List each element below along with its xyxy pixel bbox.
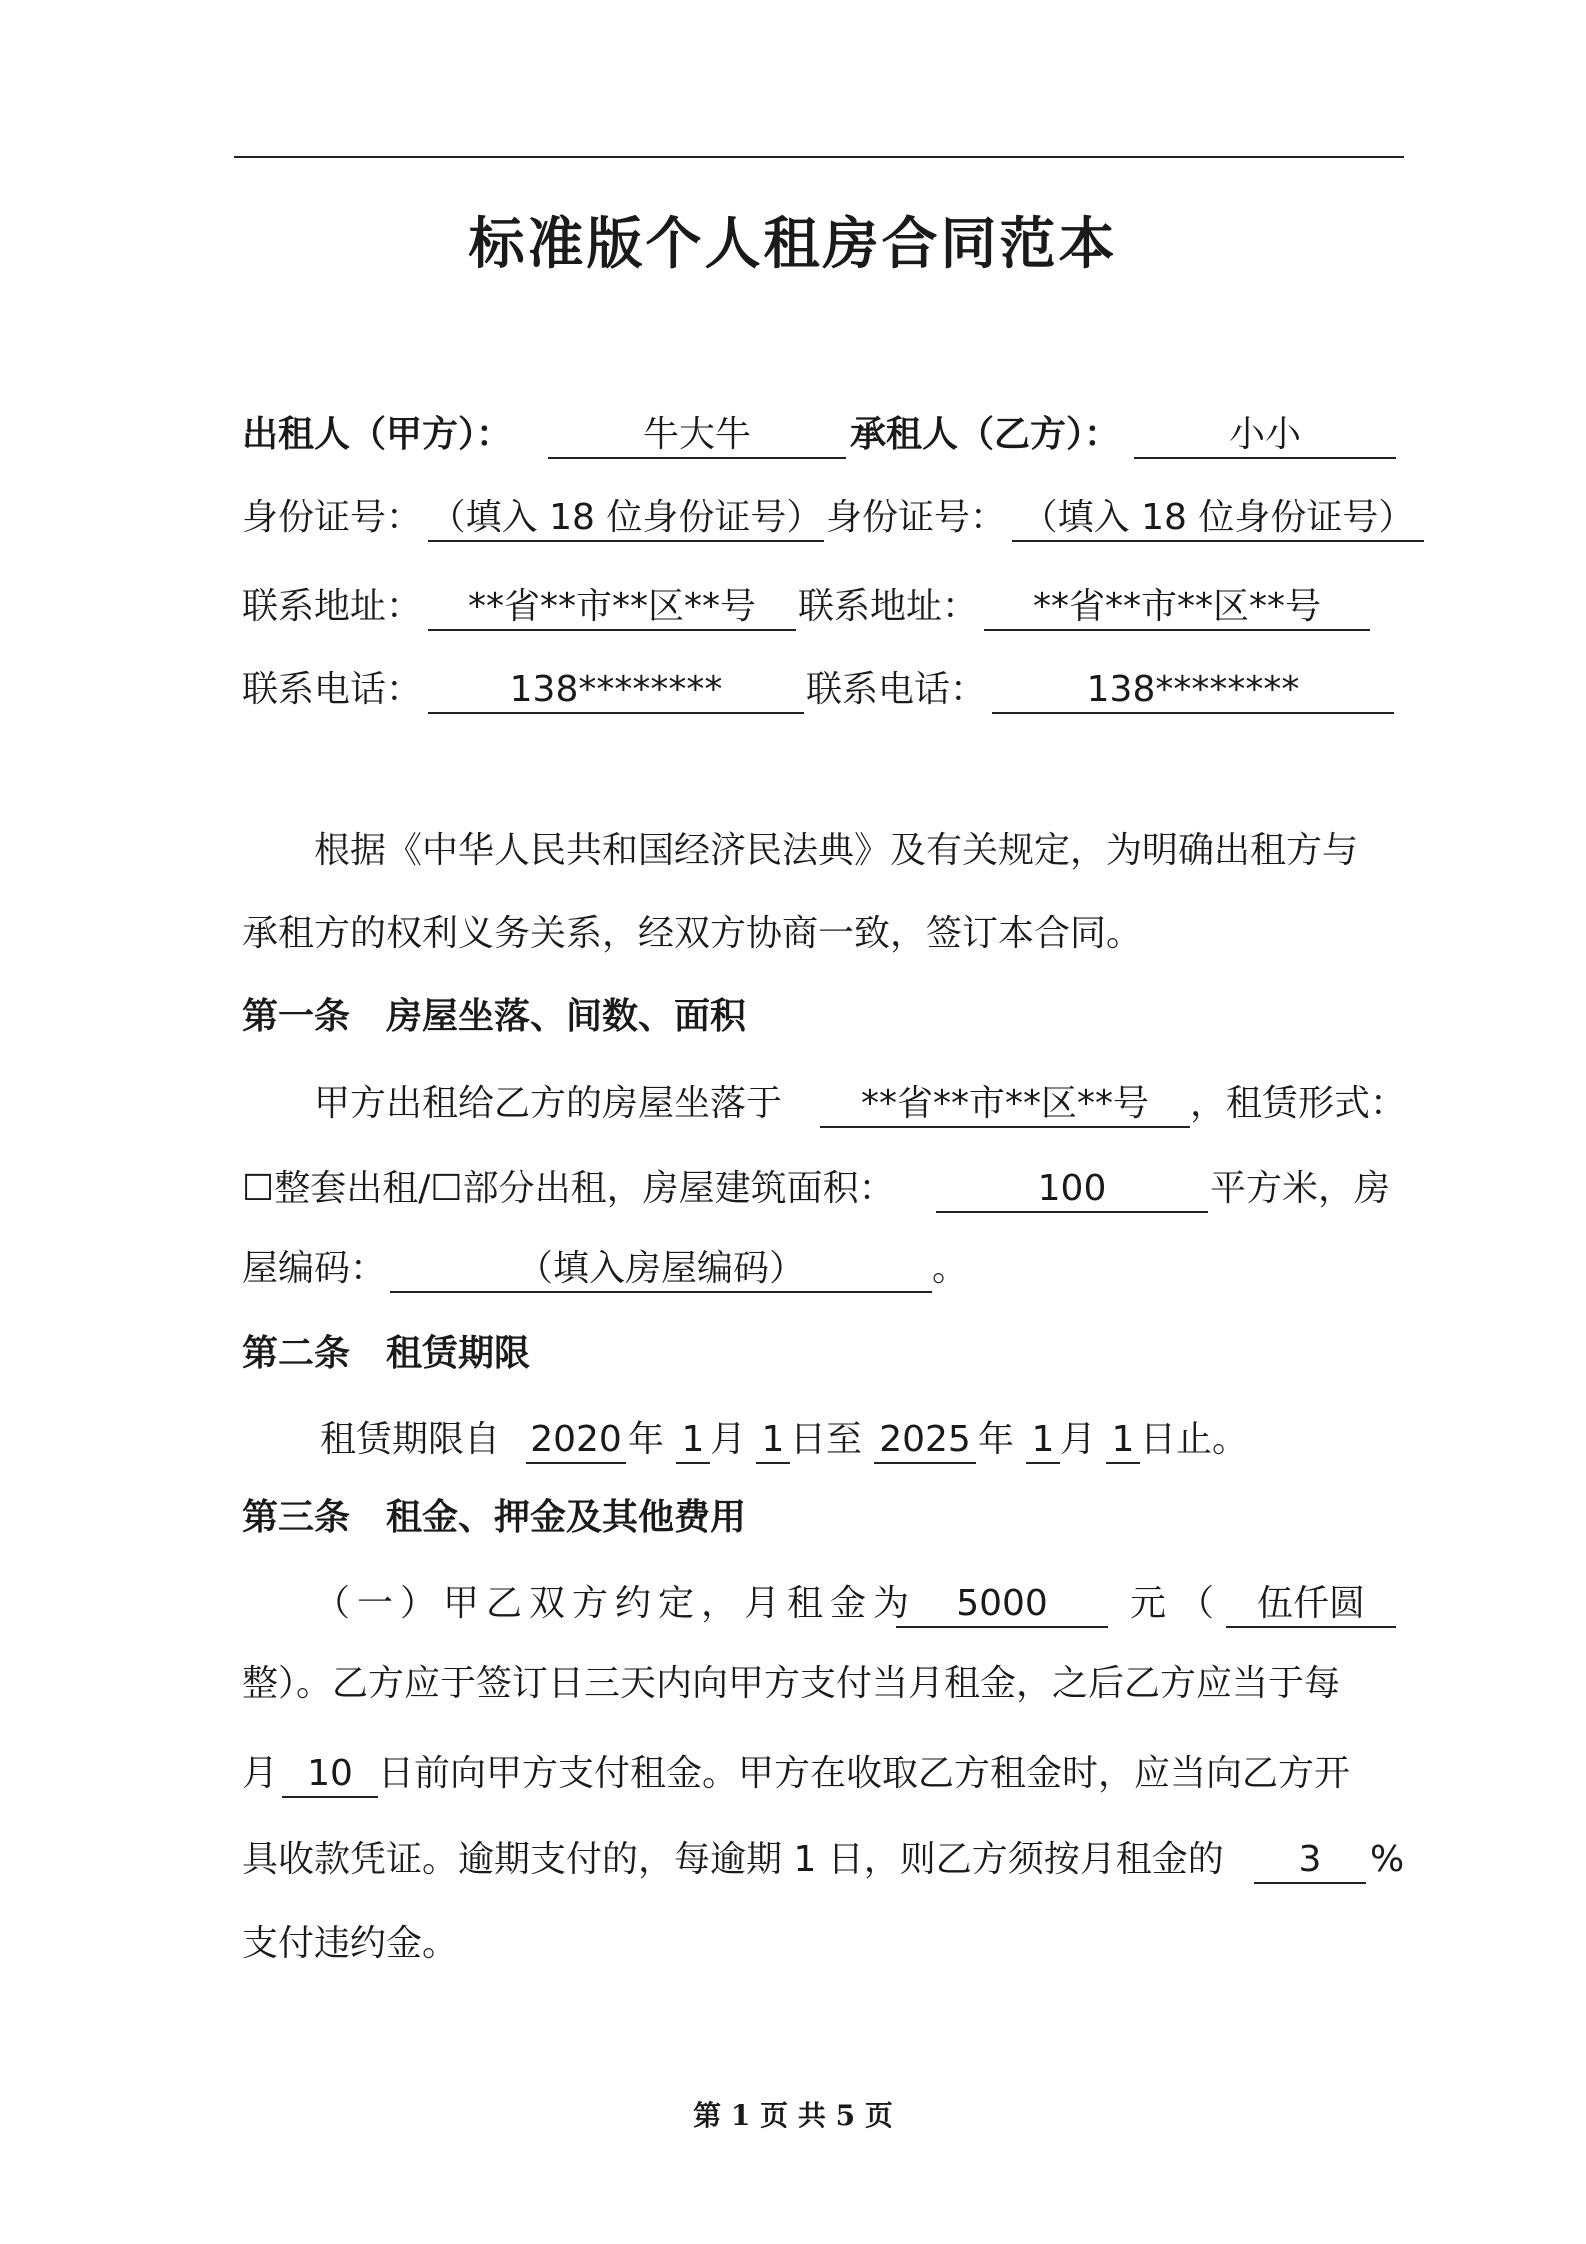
intro-line-1: 根据《中华人民共和国经济民法典》及有关规定，为明确出租方与 (314, 830, 1359, 871)
article-3-line-2: 整）。乙方应于签订日三天内向甲方支付当月租金，之后乙方应当于每 (242, 1663, 1341, 1704)
tenant-address-field: **省**市**区**号 (984, 585, 1370, 631)
article-1-text-6: 。 (932, 1248, 969, 1289)
end-month-field: 1 (1026, 1418, 1060, 1464)
article-3-line-3-post: 日前向甲方支付租金。甲方在收取乙方租金时，应当向乙方开 (378, 1753, 1351, 1794)
start-year-field: 2020 (526, 1418, 626, 1464)
article-1-text-3: ☐整套出租/☐部分出租，房屋建筑面积： (242, 1168, 895, 1209)
page-number: 第 1 页 共 5 页 (693, 2099, 893, 2132)
end-year-unit: 年 (978, 1419, 1015, 1460)
article-1-heading: 第一条 房屋坐落、间数、面积 (242, 996, 747, 1037)
penalty-unit: % (1370, 1839, 1405, 1880)
tenant-id-label: 身份证号： (826, 497, 1007, 538)
intro-line-2: 承租方的权利义务关系，经双方协商一致，签订本合同。 (242, 913, 1143, 954)
landlord-address-label: 联系地址： (242, 586, 423, 627)
header-rule (234, 156, 1404, 158)
pay-day-field: 10 (282, 1752, 378, 1798)
monthly-rent-field: 5000 (896, 1582, 1108, 1628)
start-month-unit: 月 (710, 1419, 747, 1460)
landlord-phone-label: 联系电话： (242, 669, 423, 710)
landlord-label: 出租人（甲方）： (242, 414, 513, 455)
start-year-unit: 年 (628, 1419, 665, 1460)
start-month-field: 1 (676, 1418, 710, 1464)
page-title: 标准版个人租房合同范本 (468, 212, 1118, 277)
article-3-line-1: （一）甲乙双方约定，月租金为 (314, 1583, 917, 1624)
house-code-field: （填入房屋编码） (390, 1247, 932, 1293)
tenant-name-field: 小小 (1134, 413, 1396, 459)
landlord-id-label: 身份证号： (242, 497, 423, 538)
article-2-heading: 第二条 租赁期限 (242, 1333, 531, 1374)
house-area-field: 100 (936, 1167, 1208, 1213)
tenant-id-field: （填入 18 位身份证号） (1012, 496, 1424, 542)
tenant-label: 承租人（乙方）： (850, 414, 1121, 455)
house-location-field: **省**市**区**号 (820, 1082, 1190, 1128)
article-2-to: 日至 (790, 1419, 863, 1460)
penalty-rate-field: 3 (1254, 1838, 1366, 1884)
landlord-name-field: 牛大牛 (548, 413, 846, 459)
article-1-text-5: 屋编码： (242, 1248, 387, 1289)
tenant-phone-label: 联系电话： (806, 669, 987, 710)
rent-unit: 元（ (1130, 1583, 1227, 1624)
article-2-lead: 租赁期限自 (320, 1419, 501, 1460)
end-month-unit: 月 (1060, 1419, 1097, 1460)
rent-in-words-field: 伍仟圆 (1226, 1582, 1396, 1628)
end-day-field: 1 (1106, 1418, 1140, 1464)
article-3-line-4-pre: 具收款凭证。逾期支付的，每逾期 1 日，则乙方须按月租金的 (242, 1839, 1224, 1880)
article-3-line-3-pre: 月 (242, 1753, 279, 1794)
end-year-field: 2025 (874, 1418, 976, 1464)
start-day-field: 1 (756, 1418, 790, 1464)
article-1-text-2: ，租赁形式： (1190, 1083, 1407, 1124)
landlord-phone-field: 138******** (428, 668, 804, 714)
article-1-text-4: 平方米，房 (1210, 1168, 1391, 1209)
article-3-heading: 第三条 租金、押金及其他费用 (242, 1497, 747, 1538)
tenant-address-label: 联系地址： (798, 586, 979, 627)
article-2-end: 日止。 (1140, 1419, 1249, 1460)
article-1-text-1: 甲方出租给乙方的房屋坐落于 (314, 1083, 783, 1124)
landlord-id-field: （填入 18 位身份证号） (428, 496, 824, 542)
landlord-address-field: **省**市**区**号 (428, 585, 796, 631)
tenant-phone-field: 138******** (992, 668, 1394, 714)
article-3-line-5: 支付违约金。 (242, 1923, 459, 1964)
